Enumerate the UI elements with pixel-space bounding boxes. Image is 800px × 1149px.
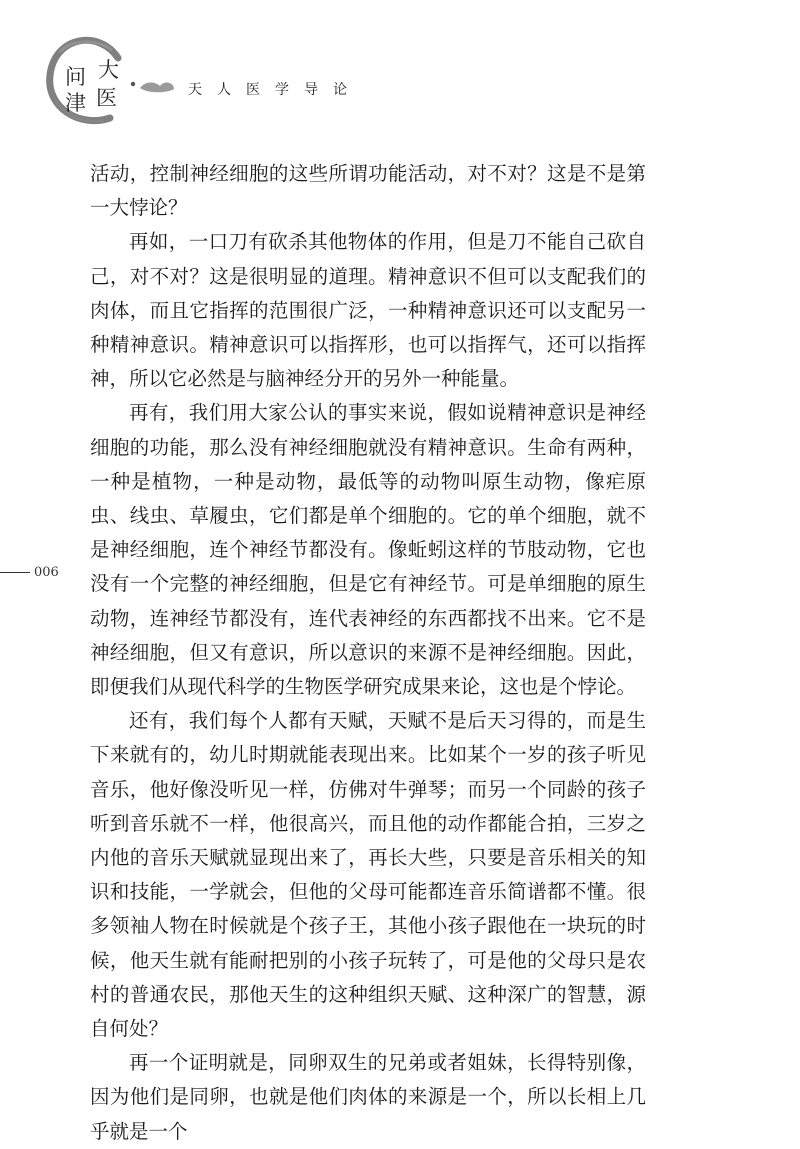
ink-circle-logo-icon xyxy=(0,0,400,140)
body-text xyxy=(90,157,646,1149)
paragraph-5: 再一个证明就是，同卵双生的兄弟或者姐妹，长得特别像，因为他们是同卵，也就是他们肉体的来源是一个，所以长相上几乎就是一个 xyxy=(90,1051,646,1143)
page-number-dash xyxy=(0,572,30,573)
page-number: 006 xyxy=(34,565,59,580)
logo-char-4: 医 xyxy=(96,86,117,110)
logo-char-2: 大 xyxy=(98,58,119,82)
logo-char-3: 津 xyxy=(65,91,86,115)
paragraph-2: 再如，一口刀有砍杀其他物体的作用，但是刀不能自己砍自己，对不对？这是很明显的道理。精神意识不但可以支配我们的肉体，而且它指挥的范围很广泛，一种精神意识还可以支配另一种精神意识。精神意识可以指挥形，也可以指挥气，还可以指挥神，所以它必然是与脑神经分开的另外一种能量。 xyxy=(90,230,646,391)
page-header xyxy=(0,0,800,140)
paragraph-3: 再有，我们用大家公认的事实来说，假如说精神意识是神经细胞的功能，那么没有神经细胞就没有精神意识。生命有两种，一种是植物，一种是动物，最低等的动物叫原生动物，像疟原虫、线虫、草履虫，它们都是单个细胞的。它的单个细胞，就不是神经细胞，连个神经节都没有。像蚯蚓这样的节肢动物，它也没有一个完整的神经细胞，但是它有神经节。可是单细胞的原生动物，连神经节都没有，连代表神经的东西都找不出来。它不是神经细胞，但又有意识，所以意识的来源不是神经细胞。因此，即便我们从现代科学的生物医学研究成果来论，这也是个悖论。 xyxy=(90,401,646,699)
logo-char-1: 问 xyxy=(65,65,86,89)
page-number-marker xyxy=(0,565,59,580)
paragraph-4: 还有，我们每个人都有天赋，天赋不是后天习得的，而是生下来就有的，幼儿时期就能表现出来。比如某个一岁的孩子听见音乐，他好像没听见一样，仿佛对牛弹琴；而另一个同龄的孩子听到音乐就不一样，他很高兴，而且他的动作都能合拍，三岁之内他的音乐天赋就显现出来了，再长大些，只要是音乐相关的知识和技能，一学就会，但他的父母可能都连音乐简谱都不懂。很多领袖人物在时候就是个孩子王，其他小孩子跟他在一块玩的时候，他天生就有能耐把别的小孩子玩转了，可是他的父母只是农村的普通农民，那他天生的这种组织天赋、这种深广的智慧，源自何处？ xyxy=(90,709,646,1041)
book-title: 天人医学导论 xyxy=(188,82,362,98)
paragraph-1: 活动，控制神经细胞的这些所谓功能活动，对不对？这是不是第一大悖论？ xyxy=(90,162,646,220)
